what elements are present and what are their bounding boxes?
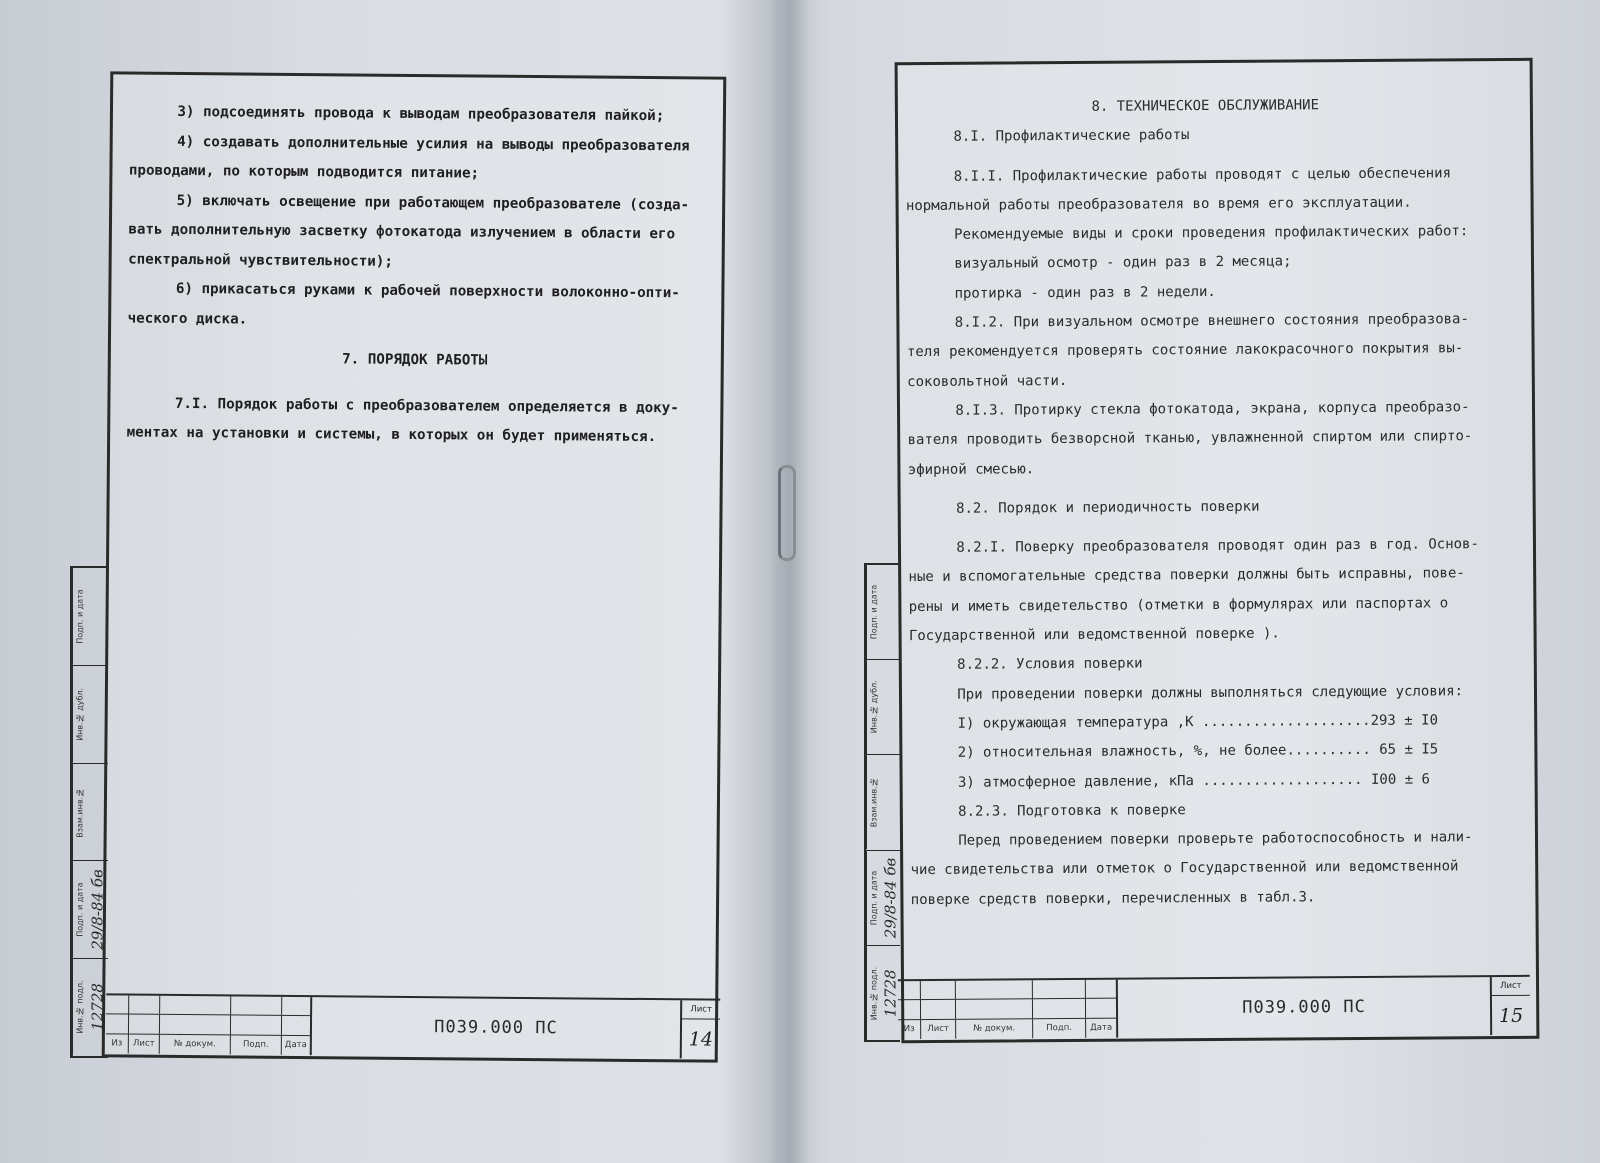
- sidebar-label-dup-inv: Инв.№ дубл.: [72, 666, 87, 763]
- text-line: поверке средств поверки, перечисленных в табл.3.: [910, 888, 1316, 908]
- section-heading: 8. ТЕХНИЧЕСКОЕ ОБСЛУЖИВАНИЕ: [1091, 97, 1320, 115]
- right-title-block: [898, 975, 1530, 1039]
- sheet-label: Лист: [1492, 977, 1530, 996]
- sidebar-label-original-inv: Инв.№ подл.: [866, 946, 881, 1040]
- text-line: 4) создавать дополнительные усилия на выводы преобразователя: [177, 133, 690, 154]
- stamp-label-sheet: Лист: [921, 1019, 956, 1039]
- condition-leader: ...................: [1202, 771, 1363, 789]
- sidebar-label-sign-date: Подп. и дата: [72, 861, 87, 958]
- condition-value: 293 ± I0: [1370, 712, 1439, 729]
- text-line: Государственной или ведомственной поверке ).: [908, 625, 1280, 645]
- sidebar-label-sign-date-top: Подп. и дата: [72, 568, 87, 665]
- document-code: П039.000 ПС: [1242, 996, 1366, 1018]
- condition-row: [910, 764, 1510, 797]
- text-line: вателя проводить безворсной тканью, увлажненной спиртом или спирто-: [907, 428, 1473, 449]
- text-line: нормальной работы преобразователя во время его эксплуатации.: [905, 194, 1412, 214]
- text-line: 8.2.I. Поверку преобразователя проводят один раз в год. Основ-: [956, 536, 1479, 556]
- stamp-label-doc-no: № докум.: [160, 1034, 231, 1054]
- left-sidebar-approval-column: [70, 566, 108, 1058]
- subsection-heading: 8.2. Порядок и периодичность поверки: [955, 498, 1260, 517]
- text-line: вать дополнительную засветку фотокатода излучением в области его: [128, 221, 676, 243]
- text-line: теля рекомендуется проверять состояние лакокрасочного покрытия вы-: [906, 340, 1464, 361]
- text-line: рены и иметь свидетельство (отметки в формулярах или паспортах о: [908, 595, 1449, 615]
- subsection-heading: 8.2.2. Условия поверки: [957, 655, 1143, 674]
- sidebar-label-original-inv: Инв.№ подл.: [72, 959, 87, 1056]
- stamp-label-sheet: Лист: [129, 1034, 160, 1054]
- subsection-heading: 8.2.3. Подготовка к поверке: [958, 801, 1186, 820]
- stamp-label-date: Дата: [284, 1040, 307, 1051]
- sheet-number: 15: [1498, 1004, 1524, 1027]
- text-line: ные и вспомогательные средства поверки должны быть исправны, пове-: [908, 565, 1465, 586]
- condition-value: 65 ± I5: [1370, 741, 1439, 759]
- text-line: 8.I.2. При визуальном осмотре внешнего состояния преобразова-: [954, 311, 1469, 331]
- text-line: чие свидетельства или отметок о Государственной или ведомственной: [910, 858, 1459, 879]
- text-line: При проведении поверки должны выполняться следующие условия:: [957, 682, 1464, 703]
- text-line: проводами, по которым подводится питание;: [128, 162, 480, 182]
- text-line: соковольтной части.: [907, 372, 1068, 390]
- stamp-label-doc-no: № докум.: [956, 1019, 1033, 1039]
- stamp-label-signature: Подп.: [1033, 1019, 1086, 1039]
- section-heading: 7. ПОРЯДОК РАБОТЫ: [342, 351, 488, 369]
- condition-label: 2) относительная влажность, %, не более: [957, 742, 1287, 761]
- sidebar-label-sign-date: Подп. и дата: [866, 851, 881, 945]
- binding-gutter: [770, 0, 810, 1163]
- handwritten-sign-date: 29/8-84 бв: [88, 869, 107, 951]
- stamp-label-signature: Подп.: [231, 1035, 282, 1055]
- text-line: визуальный осмотр - один раз в 2 месяца;: [954, 253, 1292, 273]
- text-line: спектральной чувствительности);: [128, 250, 393, 270]
- sidebar-label-sign-date-top: Подп. и дата: [866, 565, 881, 659]
- right-sidebar-approval-column: [864, 563, 900, 1042]
- stamp-label-date: Дата: [1090, 1023, 1113, 1034]
- left-page-text: [126, 97, 704, 453]
- condition-leader: ....................: [1201, 712, 1371, 730]
- condition-leader: ..........: [1286, 742, 1371, 759]
- text-line: 7.I. Порядок работы с преобразователем определяется в доку-: [174, 395, 679, 416]
- text-line: Рекомендуемые виды и сроки проведения профилактических работ:: [954, 223, 1469, 243]
- sidebar-label-replace-inv: Взам.инв.№: [72, 764, 87, 861]
- left-title-block: [106, 993, 721, 1058]
- condition-label: 3) атмосферное давление, кПа: [957, 772, 1203, 791]
- handwritten-inventory-number: 12728: [881, 969, 900, 1017]
- sheet-label: Лист: [682, 1000, 720, 1019]
- sidebar-label-replace-inv: Взам.инв.№: [866, 755, 881, 849]
- handwritten-inventory-number: 12728: [88, 983, 107, 1032]
- text-line: 6) прикасаться руками к рабочей поверхности волоконно-опти-: [175, 280, 680, 302]
- stamp-label-change: Из: [106, 1034, 129, 1054]
- handwritten-sign-date: 29/8-84 бв: [881, 857, 900, 938]
- text-line: протирка - один раз в 2 недели.: [954, 283, 1216, 302]
- text-line: эфирной смесью.: [907, 460, 1035, 478]
- text-line: 8.I.I. Профилактические работы проводят с целью обеспечения: [953, 164, 1452, 185]
- condition-value: I00 ± 6: [1362, 770, 1431, 788]
- condition-row: [909, 706, 1509, 739]
- text-line: 3) подсоединять провода к выводам преобразователя пайкой;: [177, 103, 665, 125]
- subsection-heading: 8.I. Профилактические работы: [953, 127, 1190, 146]
- stamp-label-change: Из: [898, 1020, 921, 1040]
- staple: [778, 465, 796, 561]
- right-page-text: [905, 90, 1511, 915]
- condition-label: I) окружающая температура ,К: [957, 713, 1203, 732]
- document-code: П039.000 ПС: [434, 1017, 558, 1039]
- sidebar-label-dup-inv: Инв.№ дубл.: [866, 660, 881, 754]
- sheet-number: 14: [688, 1027, 714, 1051]
- text-line: ментах на установки и системы, в которых он будет применяться.: [126, 424, 657, 446]
- text-line: 5) включать освещение при работающем преобразователе (созда-: [176, 192, 690, 213]
- text-line: Перед проведением поверки проверьте работоспособность и нали-: [958, 829, 1473, 849]
- text-line: ческого диска.: [127, 309, 248, 328]
- text-line: 8.I.3. Протирку стекла фотокатода, экрана, корпуса преобразо-: [955, 399, 1470, 419]
- condition-row: [910, 735, 1510, 768]
